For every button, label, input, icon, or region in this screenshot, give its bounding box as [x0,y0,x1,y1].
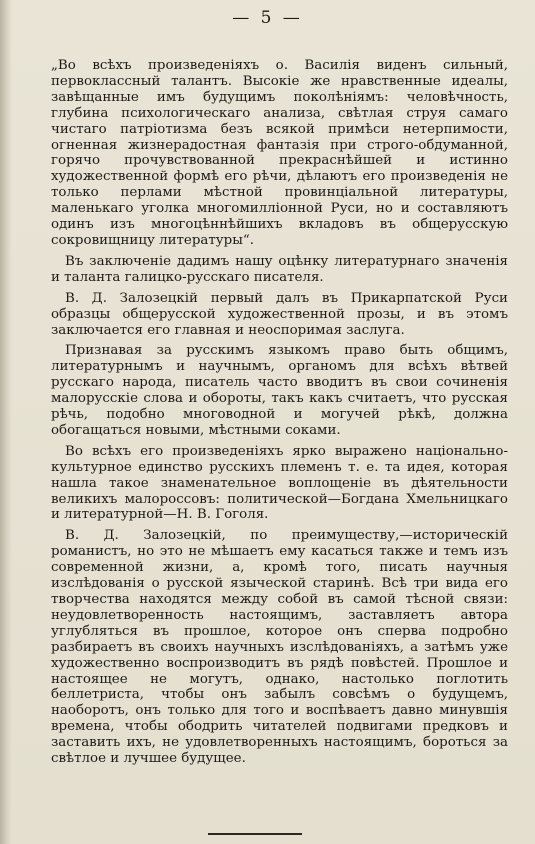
paragraph-language: Признавая за русскимъ языкомъ право быть общимъ, литературнымъ и научнымъ, органомъ для всѣхъ вѣтвей русскаго народа, писатель часто вводитъ въ свои сочиненія малорусскіе слова и обороты, такъ какъ считаетъ, что русская рѣчь, подобно многоводной и могучей рѣкѣ, должна обогащаться новыми, мѣстными соками. [51,343,508,438]
page-edge-shadow [0,0,12,844]
paragraph-conclusion-intro: Въ заключеніе дадимъ нашу оцѣнку литературнаго значенія и таланта галицко-русскаго писателя. [51,253,508,285]
paragraph-quote: „Во всѣхъ произведеніяхъ о. Василія виденъ сильный, первоклассный талантъ. Высокіе же нравственные идеалы, завѣщанные имъ будущимъ поколѣніямъ: человѣчность, глубина психологическаго анализа, свѣтлая струя самаго чистаго патріотизма безъ всякой примѣси нетерпимости, огненная жизнерадостная фантазія при строго-обдуманной, горячо прочувствованной прекраснѣйшей и истинно художественной формѣ его рѣчи, дѣлаютъ его произведенія не только перлами мѣстной провинціальной литературы, маленькаго уголка многомилліонной Руси, но и составляютъ одинъ изъ многоцѣннѣйшихъ вкладовъ въ общерусскую сокровищницу литературы“. [51,58,508,248]
bottom-rule [208,833,302,835]
paragraph-unity: Во всѣхъ его произведеніяхъ ярко выражено національно-культурное единство русскихъ племенъ т. е. та идея, которая нашла такое знаменательное воплощеніе въ дѣятельности великихъ малороссовъ: политической—Богдана Хмельницкаго и литературной—Н. В. Гоголя. [51,443,508,523]
page-number: — 5 — [232,8,303,28]
body-text [51,58,508,767]
paragraph-novelist: В. Д. Залозецкій, по преимуществу,—историческій романистъ, но это не мѣшаетъ ему касаться также и темъ изъ современной жизни, а, кромѣ того, писать научныя изслѣдованія о русской языческой старинѣ. Всѣ три вида его творчества находятся между собой въ самой тѣсной связи: неудовлетворенность настоящимъ, заставляетъ автора углубляться въ прошлое, которое онъ сперва подробно разбираетъ въ своихъ научныхъ изслѣдованіяхъ, а затѣмъ уже художественно воспроизводитъ въ рядѣ повѣстей. Прошлое и настоящее не могутъ, однако, настолько поглотить беллетриста, чтобы онъ забылъ совсѣмъ о будущемъ, наоборотъ, онъ только для того и воспѣваетъ давно минувшія времена, чтобы ободрить читателей подвигами предковъ и заставить ихъ, не удовлетворенныхъ настоящимъ, бороться за свѣтлое и лучшее будущее. [51,528,508,767]
paragraph-first-prose: В. Д. Залозецкій первый далъ въ Прикарпатской Руси образцы общерусской художественной прозы, и въ этомъ заключается его главная и неоспоримая заслуга. [51,290,508,338]
